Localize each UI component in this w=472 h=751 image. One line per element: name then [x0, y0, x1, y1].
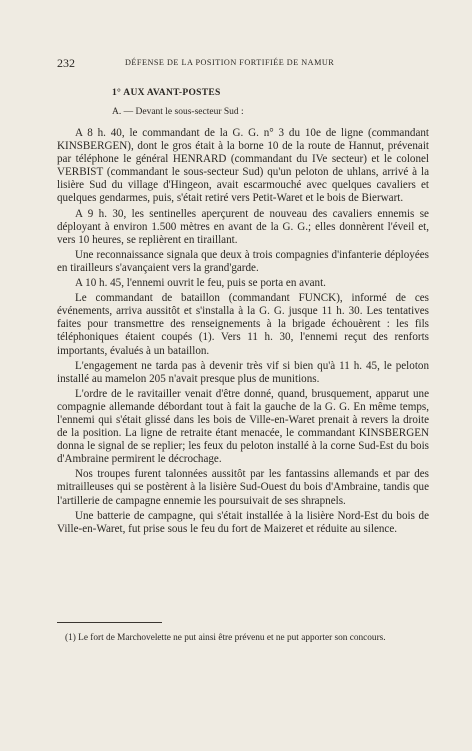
footnote: (1) Le fort de Marchovelette ne put ainsi être prévenu et ne put apporter son concours.	[65, 633, 386, 643]
paragraph: Nos troupes furent talonnées aussitôt par les fantassins allemands et par des mitrailleuses qui se postèrent à la lisière Sud-Ouest du bois d'Ambraine, tandis que l'artillerie de campagne ennemie les poursuivait de ses shrapnels.	[57, 468, 429, 507]
footnote-divider	[57, 622, 162, 623]
paragraph: A 8 h. 40, le commandant de la G. G. n° 3 du 10e de ligne (commandant KINSBERGEN), dont le gros était à la borne 10 de la route de Hannut, prévenait par téléphone le général HENRARD (commandant du IVe secteur) et le colonel VERBIST (commandant le sous-secteur Sud) qu'un peloton de uhlans, arrivé à la lisière Sud du village d'Hingeon, avait escarmouché avec quelques cavaliers et quelques gendarmes, puis, s'était retiré vers Petit-Waret et le bois de Bierwart.	[57, 127, 429, 205]
paragraph: A 10 h. 45, l'ennemi ouvrit le feu, puis se porta en avant.	[75, 277, 326, 290]
page-number: 232	[57, 56, 75, 70]
body-text	[57, 127, 429, 536]
paragraph: A 9 h. 30, les sentinelles aperçurent de nouveau des cavaliers ennemis se déployant à environ 1.500 mètres en avant de la G. G.; elles donnèrent l'éveil et, vers 10 heures, se replièrent en tiraillant.	[57, 207, 429, 246]
paragraph: Une batterie de campagne, qui s'était installée à la lisière Nord-Est du bois de Ville-en-Waret, fut prise sous le feu du fort de Maizeret et réduite au silence.	[57, 509, 429, 535]
section-title: 1° AUX AVANT-POSTES	[112, 88, 221, 98]
paragraph: Une reconnaissance signala que deux à trois compagnies d'infanterie déployées en tirailleurs s'avançaient vers la grand'garde.	[57, 248, 429, 274]
subsection-title: A. — Devant le sous-secteur Sud :	[112, 107, 244, 117]
paragraph: L'ordre de le ravitailler venait d'être donné, quand, brusquement, apparut une compagnie allemande débordant tout à fait la gauche de la G. G. En même temps, l'ennemi qui s'était glissé dans les bois de Ville-en-Waret prenait à revers la droite de la position. La ligne de retraite étant menacée, le commandant KINSBERGEN donna le signal de se replier; les feux du peloton installé à la corne Sud-Est du bois d'Ambraine permirent le décrochage.	[57, 387, 429, 466]
page-header	[0, 56, 472, 72]
running-title: DÉFENSE DE LA POSITION FORTIFIÉE DE NAMUR	[125, 58, 335, 67]
paragraph: L'engagement ne tarda pas à devenir très vif si bien qu'à 11 h. 45, le peloton installé au mamelon 205 n'avait presque plus de munitions.	[57, 359, 429, 385]
paragraph: Le commandant de bataillon (commandant FUNCK), informé de ces événements, arriva aussitôt et s'installa à la G. G. jusque 11 h. 30. Les tentatives faites pour transmettre des renseignements à la brigade échouèrent : les fils téléphoniques étaient coupés (1). Vers 11 h. 30, l'ennemi reçut des renforts importants, évalués à un bataillon.	[57, 292, 429, 357]
main-text	[57, 88, 429, 538]
